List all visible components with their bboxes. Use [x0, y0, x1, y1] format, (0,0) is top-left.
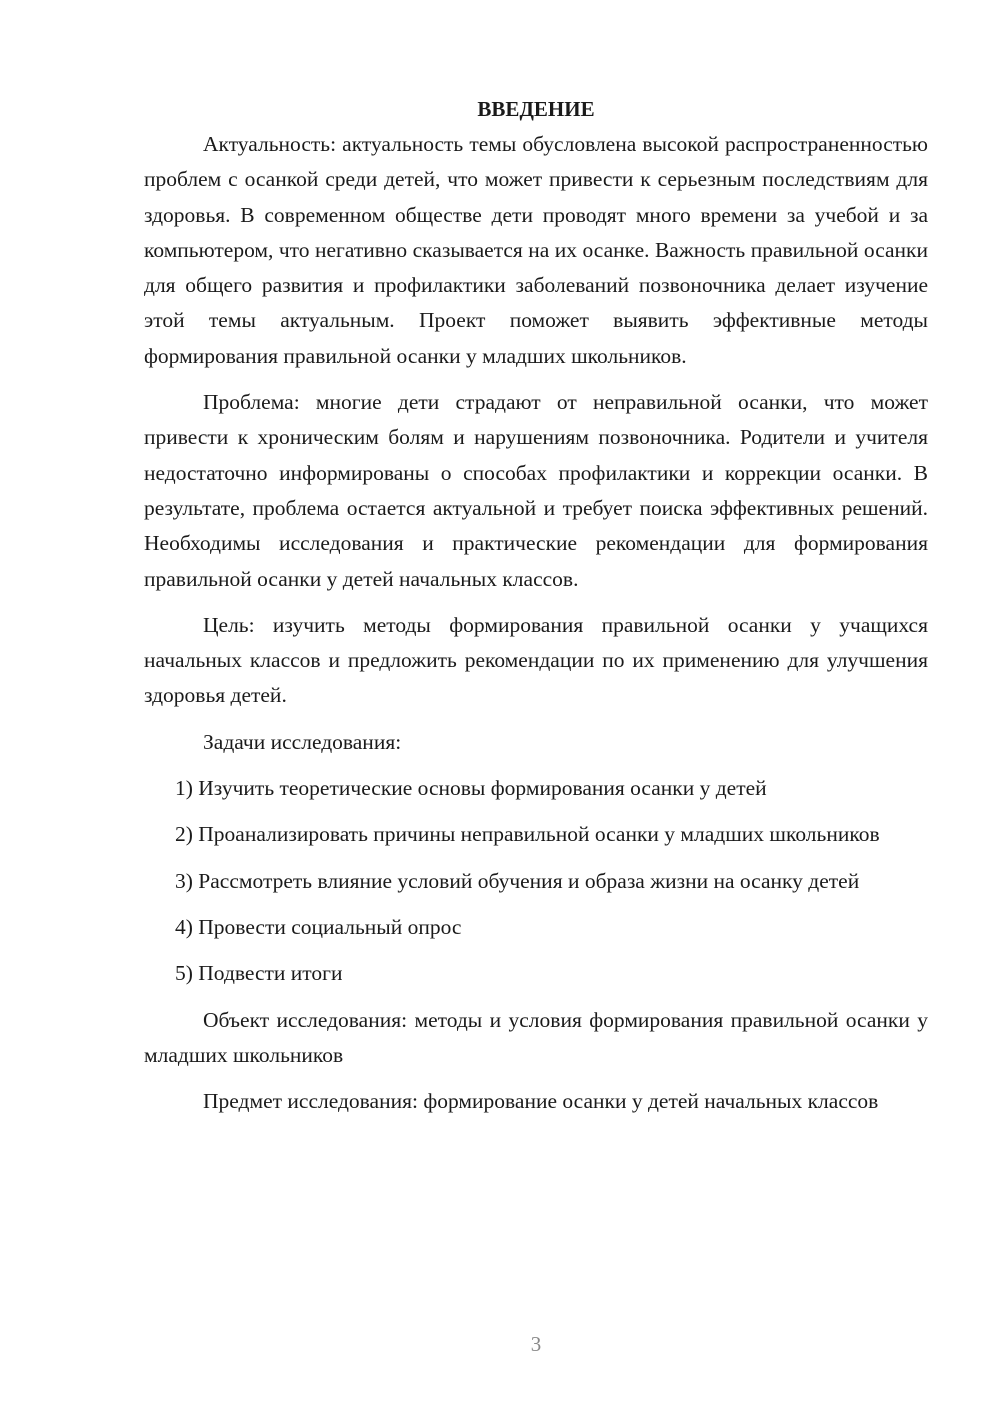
tasks-heading: Задачи исследования: [203, 729, 402, 754]
relevance-paragraph: Актуальность: актуальность темы обусловлена высокой распространенностью проблем с осанкой среди детей, что может привести к серьезным последствиям для здоровья. В современном обществе дети проводят много времени за учебой и за компьютером, что негативно сказывается на их осанке. Важность правильной осанки для общего развития и профилактики заболеваний позвоночника делает изучение этой темы актуальным. Проект поможет выявить эффективные методы формирования правильной осанки у младших школьников. [144, 132, 928, 368]
subject-paragraph: Предмет исследования: формирование осанки у детей начальных классов [203, 1089, 879, 1114]
page-number: 3 [530, 1332, 542, 1356]
document-page [144, 92, 928, 1119]
task-item-3: 3) Рассмотреть влияние условий обучения и образа жизни на осанку детей [175, 868, 860, 893]
goal-paragraph: Цель: изучить методы формирования правильной осанки у учащихся начальных классов и предложить рекомендации по их применению для улучшения здоровья детей. [144, 612, 928, 708]
page-title: ВВЕДЕНИЕ [477, 97, 595, 121]
task-item-5: 5) Подвести итоги [175, 961, 343, 986]
problem-paragraph: Проблема: многие дети страдают от неправильной осанки, что может привести к хроническим болям и нарушениям позвоночника. Родители и учителя недостаточно информированы о способах профилактики и коррекции осанки. В результате, проблема остается актуальной и требует поиска эффективных решений. Необходимы исследования и практические рекомендации для формирования правильной осанки у детей начальных классов. [144, 390, 928, 591]
task-item-1: 1) Изучить теоретические основы формирования осанки у детей [175, 776, 767, 801]
object-paragraph: Объект исследования: методы и условия формирования правильной осанки у младших школьников [144, 1007, 928, 1067]
task-item-4: 4) Провести социальный опрос [175, 914, 462, 939]
task-item-2: 2) Проанализировать причины неправильной осанки у младших школьников [175, 822, 880, 847]
